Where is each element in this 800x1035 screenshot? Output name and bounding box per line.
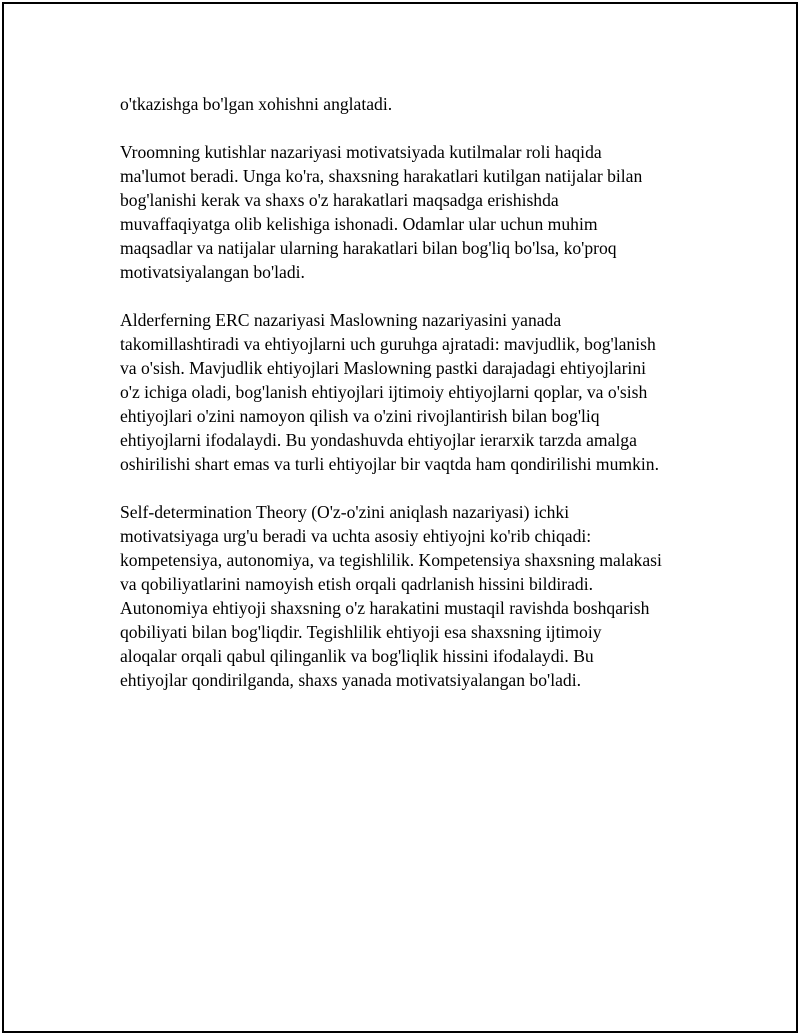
paragraph-3: [120, 308, 700, 476]
text-line: ehtiyojlari o'zini namoyon qilish va o'zini rivojlantirish bilan bog'liq: [120, 406, 600, 426]
text-line: kompetensiya, autonomiya, va tegishlilik. Kompetensiya shaxsning malakasi: [120, 550, 662, 570]
text-line: qobiliyati bilan bog'liqdir. Tegishlilik ehtiyoji esa shaxsning ijtimoiy: [120, 622, 602, 642]
text-line: o'z ichiga oladi, bog'lanish ehtiyojlari ijtimoiy ehtiyojlarni qoplar, va o'sish: [120, 382, 648, 402]
text-line: ehtiyojlarni ifodalaydi. Bu yondashuvda ehtiyojlar ierarxik tarzda amalga: [120, 430, 637, 450]
text-line: Autonomiya ehtiyoji shaxsning o'z harakatini mustaqil ravishda boshqarish: [120, 598, 650, 618]
text-line: va qobiliyatlarini namoyish etish orqali qadrlanish hissini bildiradi.: [120, 574, 594, 594]
text-line: bog'lanishi kerak va shaxs o'z harakatlari maqsadga erishishda: [120, 190, 559, 210]
text-line: takomillashtiradi va ehtiyojlarni uch guruhga ajratadi: mavjudlik, bog'lanish: [120, 334, 656, 354]
text-line: va o'sish. Mavjudlik ehtiyojlari Maslowning pastki darajadagi ehtiyojlarini: [120, 358, 646, 378]
paragraph-4: [120, 500, 700, 692]
text-line: Self-determination Theory (O'z-o'zini aniqlash nazariyasi) ichki: [120, 502, 570, 522]
text-line: motivatsiyaga urg'u beradi va uchta asosiy ehtiyojni ko'rib chiqadi:: [120, 526, 592, 546]
document-body: [120, 92, 700, 716]
text-line: o'tkazishga bo'lgan xohishni anglatadi.: [120, 94, 393, 114]
paragraph-2: [120, 140, 700, 284]
paragraph-1: [120, 92, 700, 116]
text-line: ma'lumot beradi. Unga ko'ra, shaxsning harakatlari kutilgan natijalar bilan: [120, 166, 643, 186]
text-line: muvaffaqiyatga olib kelishiga ishonadi. Odamlar ular uchun muhim: [120, 214, 598, 234]
text-line: oshirilishi shart emas va turli ehtiyojlar bir vaqtda ham qondirilishi mumkin.: [120, 454, 659, 474]
text-line: motivatsiyalangan bo'ladi.: [120, 262, 305, 282]
text-line: Alderferning ERC nazariyasi Maslowning nazariyasini yanada: [120, 310, 562, 330]
text-line: aloqalar orqali qabul qilinganlik va bog'liqlik hissini ifodalaydi. Bu: [120, 646, 594, 666]
text-line: Vroomning kutishlar nazariyasi motivatsiyada kutilmalar roli haqida: [120, 142, 602, 162]
document-page: [2, 2, 798, 1033]
text-line: ehtiyojlar qondirilganda, shaxs yanada motivatsiyalangan bo'ladi.: [120, 670, 581, 690]
text-line: maqsadlar va natijalar ularning harakatlari bilan bog'liq bo'lsa, ko'proq: [120, 238, 617, 258]
